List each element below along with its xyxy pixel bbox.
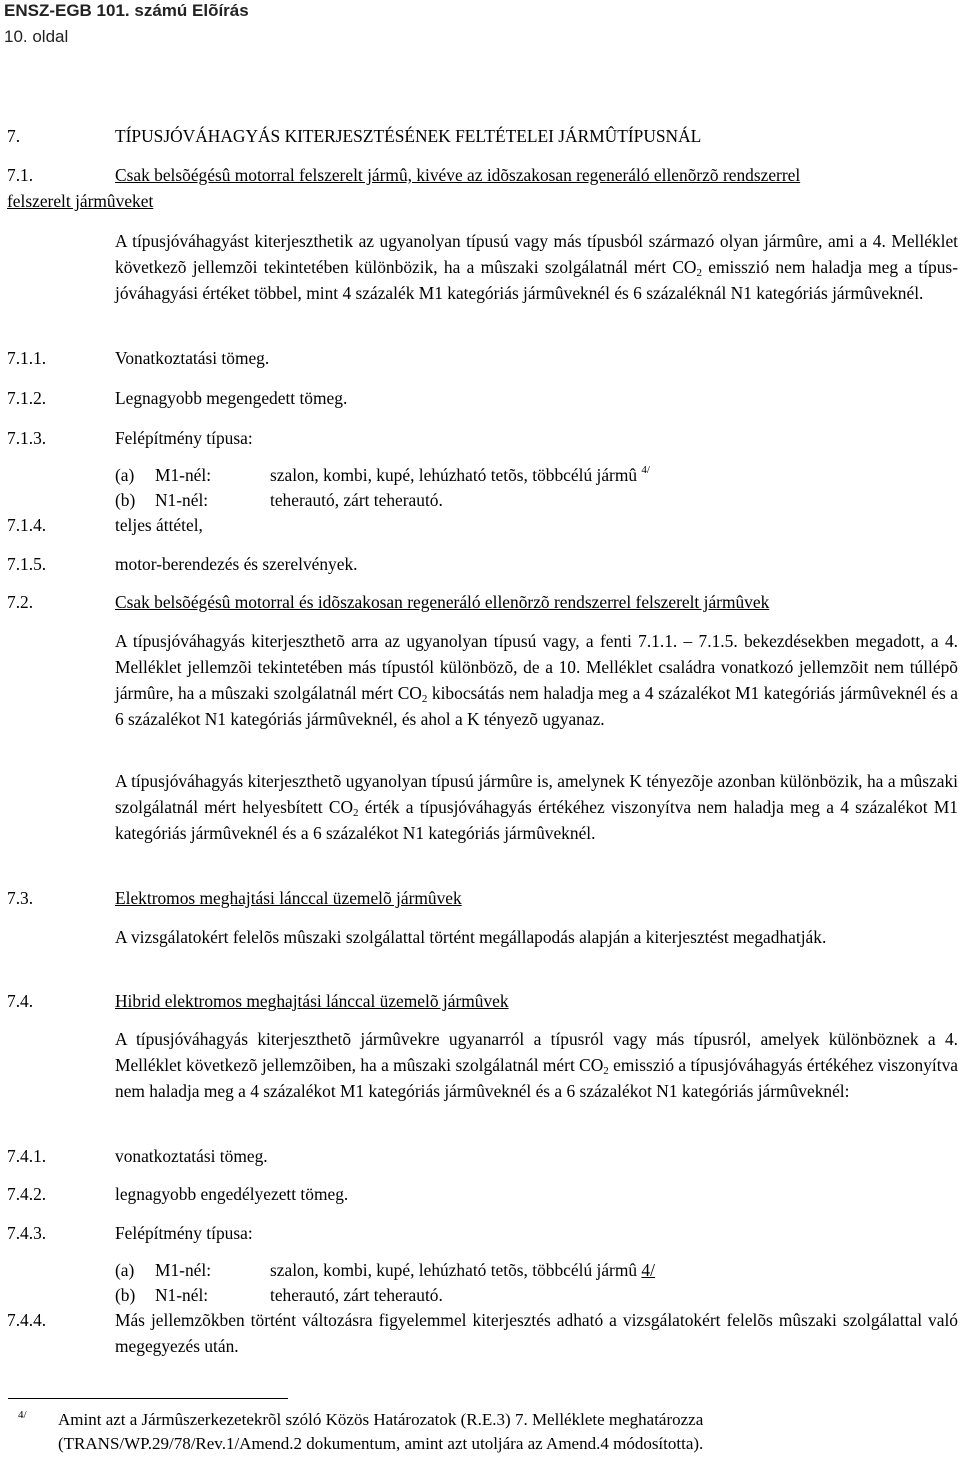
list-item: Felépítmény típusa:	[115, 428, 253, 448]
paragraph: A típusjóváhagyás kiterjeszthetõ arra az ugyanolyan típusú vagy, a fenti 7.1.1. – 7.1.5. bekezdésekben megadott, a 4. Melléklet jellemzõi tekintetében más típustól különbözõ, de a 10. Melléklet családra vonatkozó jellemzõit nem túllépõ jármûre, ha a mûszaki szolgálatnál mért $CO_2$ kibocsátás nem haladja meg a 4 százalékot M1 kategóriás jármûveknél és a 6 százalékot N1 kategóriás jármûveknél, és ahol a K tényezõ ugyanaz.	[115, 631, 958, 729]
list-item: motor-berendezés és szerelvények.	[115, 554, 358, 574]
item-number: 7.4.1.	[7, 1146, 47, 1166]
section-number: 7.2.	[7, 592, 34, 612]
list-item: vonatkoztatási tömeg.	[115, 1146, 268, 1166]
page-number: 10. oldal	[4, 27, 69, 46]
section-number: 7.4.	[7, 991, 34, 1011]
item-number: 7.4.4.	[7, 1310, 47, 1330]
section-title: TÍPUSJÓVÁHAGYÁS KITERJESZTÉSÉNEK FELTÉTELEI JÁRMÛTÍPUSNÁL	[115, 126, 702, 146]
section-number: 7.1.	[7, 165, 34, 185]
list-item: teljes áttétel,	[115, 515, 203, 535]
paragraph: Más jellemzõkben történt változásra figyelemmel kiterjesztés adható a vizsgálatokért felelõs mûszaki szolgálattal való megegyezés után.	[115, 1310, 958, 1356]
subsection-title: Csak belsõégésû motorral és idõszakosan regeneráló ellenõrzõ rendszerrel felszerelt jármûvek	[115, 592, 770, 612]
item-number: 7.1.4.	[7, 515, 47, 535]
paragraph: A típusjóváhagyás kiterjeszthetõ ugyanolyan típusú jármûre is, amelynek K tényezõje azonban különbözik, ha a mûszaki szolgálatnál mért helyesbített $CO_2$ érték a típusjóváhagyás értékéhez viszonyítva nem haladja meg a 4 százalékot M1 kategóriás jármûveknél és a 6 százalékot N1 kategóriás jármûveknél.	[115, 771, 958, 843]
item-number: 7.1.5.	[7, 554, 47, 574]
footnote-text: (TRANS/WP.29/78/Rev.1/Amend.2 dokumentum, amint azt utoljára az Amend.4 módosította).	[58, 1434, 704, 1453]
paragraph: A típusjóváhagyás kiterjeszthetõ jármûvekre ugyanarról a típusról vagy más típusról, amelyek különböznek a 4. Melléklet következõ jellemzõiben, ha a mûszaki szolgálatnál mért $CO_2$ emisszió a típusjóváhagyás értékéhez viszonyítva nem haladja meg a 4 százalékot M1 kategóriás jármûveknél és a 6 százalékot N1 kategóriás jármûveknél:	[115, 1029, 958, 1101]
footnote-separator	[8, 1398, 288, 1399]
subsection-title: Hibrid elektromos meghajtási lánccal üzemelõ jármûvek	[115, 991, 509, 1011]
list-item: Felépítmény típusa:	[115, 1223, 253, 1243]
item-number: 7.1.3.	[7, 428, 47, 448]
subsection-title-cont: felszerelt jármûveket	[7, 191, 154, 211]
body-type-b: (b) N1-nél: teherautó, zárt teherautó.	[115, 1285, 443, 1305]
list-item: Vonatkoztatási tömeg.	[115, 348, 270, 368]
document-title: ENSZ-EGB 101. számú Elõírás	[4, 1, 249, 20]
item-number: 7.1.2.	[7, 388, 47, 408]
section-number: 7.3.	[7, 888, 34, 908]
body-type-a: (a) M1-nél: szalon, kombi, kupé, lehúzható tetõs, többcélú jármû 4/	[115, 1260, 655, 1280]
subsection-title: Csak belsõégésû motorral felszerelt jármû, kivéve az idõszakosan regeneráló ellenõrzõ rendszerrel	[115, 165, 801, 185]
subsection-title: Elektromos meghajtási lánccal üzemelõ jármûvek	[115, 888, 462, 908]
body-type-a: (a) M1-nél: szalon, kombi, kupé, lehúzható tetõs, többcélú jármû $^{4/}$	[115, 464, 650, 485]
item-number: 7.4.3.	[7, 1223, 47, 1243]
list-item: legnagyobb engedélyezett tömeg.	[115, 1184, 349, 1204]
body-type-b: (b) N1-nél: teherautó, zárt teherautó.	[115, 490, 443, 510]
footnote-mark: 4/	[18, 1409, 27, 1421]
paragraph: A típusjóváhagyást kiterjeszthetik az ugyanolyan típusú vagy más típusból származó olyan jármûre, ami a 4. Melléklet következõ jellemzõi tekintetében különbözik, ha a mûszaki szolgálatnál mért $CO_2$ emisszió nem haladja meg a típus-jóváhagyási értéket többel, mint 4 százalék M1 kategóriás jármûveknél és 6 százaléknál N1 kategóriás jármûveknél.	[115, 231, 958, 303]
paragraph: A vizsgálatokért felelõs mûszaki szolgálattal történt megállapodás alapján a kiterjesztést megadhatják.	[115, 927, 827, 947]
footnote-ref: 4/	[641, 464, 650, 476]
footnote-ref: 4/	[641, 1260, 655, 1280]
footnote-text: Amint azt a Jármûszerkezetekrõl szóló Közös Határozatok (R.E.3) 7. Melléklete meghatározza	[58, 1410, 704, 1429]
section-number: 7.	[7, 126, 21, 146]
list-item: Legnagyobb megengedett tömeg.	[115, 388, 348, 408]
item-number: 7.1.1.	[7, 348, 47, 368]
item-number: 7.4.2.	[7, 1184, 47, 1204]
